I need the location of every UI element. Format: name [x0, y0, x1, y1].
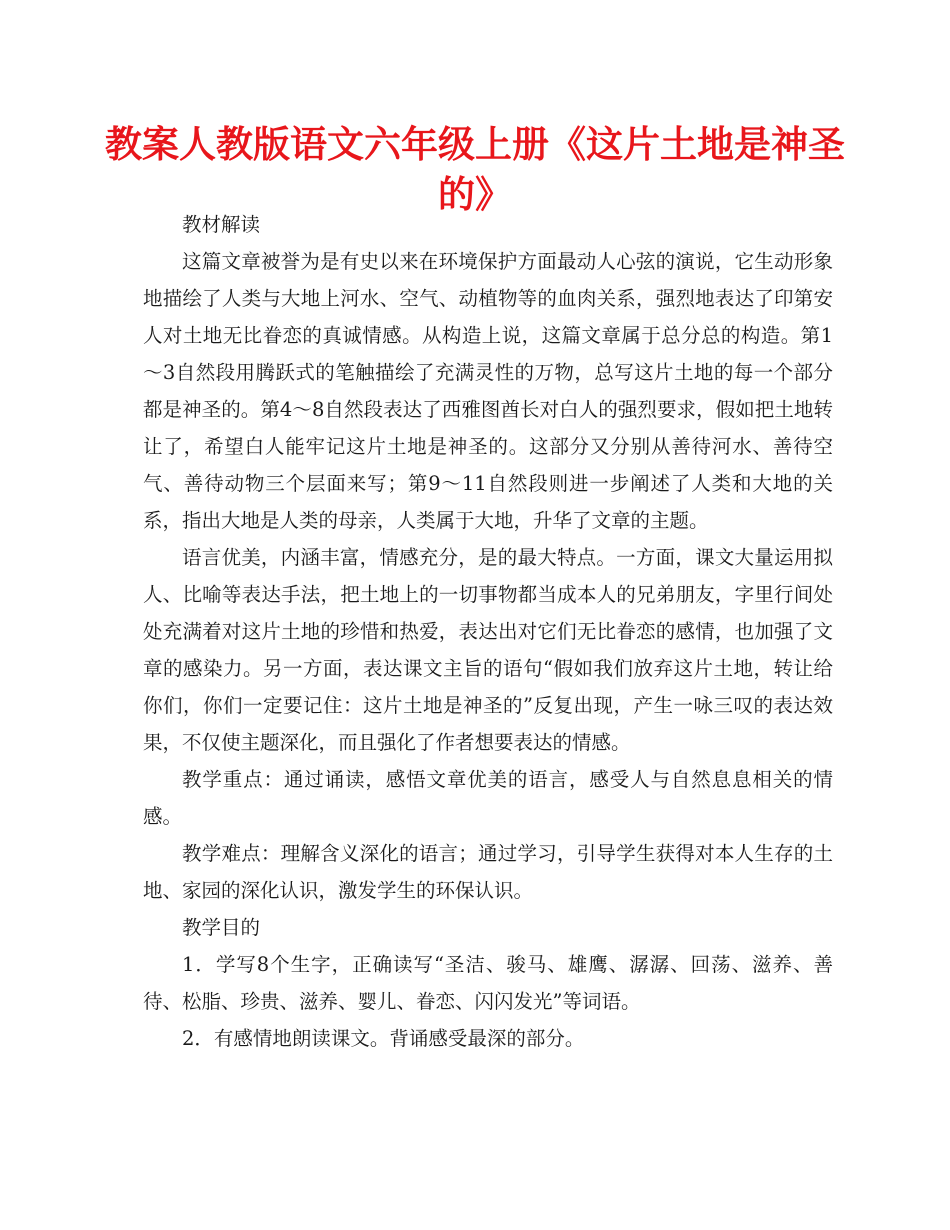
paragraph-key-point: 教学重点：通过诵读，感悟文章优美的语言，感受人与自然息息相关的情感。 — [143, 768, 833, 828]
section-heading-textbook-reading: 教材解读 — [182, 213, 261, 236]
goal-item-2: 2．有感情地朗读课文。背诵感受最深的部分。 — [182, 1027, 585, 1050]
section-heading-goals: 教学目的 — [182, 916, 261, 939]
goal-item-1: 1．学写8个生字，正确读写“圣洁、骏马、雄鹰、潺潺、回荡、滋养、善待、松脂、珍贵、滋养、婴儿、眷恋、闪闪发光”等词语。 — [143, 953, 833, 1013]
document-body — [143, 206, 833, 1057]
paragraph-structure: 这篇文章被誉为是有史以来在环境保护方面最动人心弦的演说，它生动形象地描绘了人类与大地上河水、空气、动植物等的血肉关系，强烈地表达了印第安人对土地无比眷恋的真诚情感。从构造上说，这篇文章属于总分总的构造。第1～3自然段用腾跃式的笔触描绘了充满灵性的万物，总写这片土地的每一个部分都是神圣的。第4～8自然段表达了西雅图酋长对白人的强烈要求，假如把土地转让了，希望白人能牢记这片土地是神圣的。这部分又分别从善待河水、善待空气、善待动物三个层面来写；第9～11自然段则进一步阐述了人类和大地的关系，指出大地是人类的母亲，人类属于大地，升华了文章的主题。 — [143, 250, 833, 532]
paragraph-difficulty: 教学难点：理解含义深化的语言；通过学习，引导学生获得对本人生存的土地、家园的深化认识，激发学生的环保认识。 — [143, 842, 833, 902]
document-title: 教案人教版语文六年级上册《这片土地是神圣的》 — [105, 123, 845, 216]
paragraph-language: 语言优美，内涵丰富，情感充分，是的最大特点。一方面，课文大量运用拟人、比喻等表达手法，把土地上的一切事物都当成本人的兄弟朋友，字里行间处处充满着对这片土地的珍惜和热爱，表达出对它们无比眷恋的感情，也加强了文章的感染力。另一方面，表达课文主旨的语句“假如我们放弃这片土地，转让给你们，你们一定要记住：这片土地是神圣的”反复出现，产生一咏三叹的表达效果，不仅使主题深化，而且强化了作者想要表达的情感。 — [143, 546, 833, 754]
